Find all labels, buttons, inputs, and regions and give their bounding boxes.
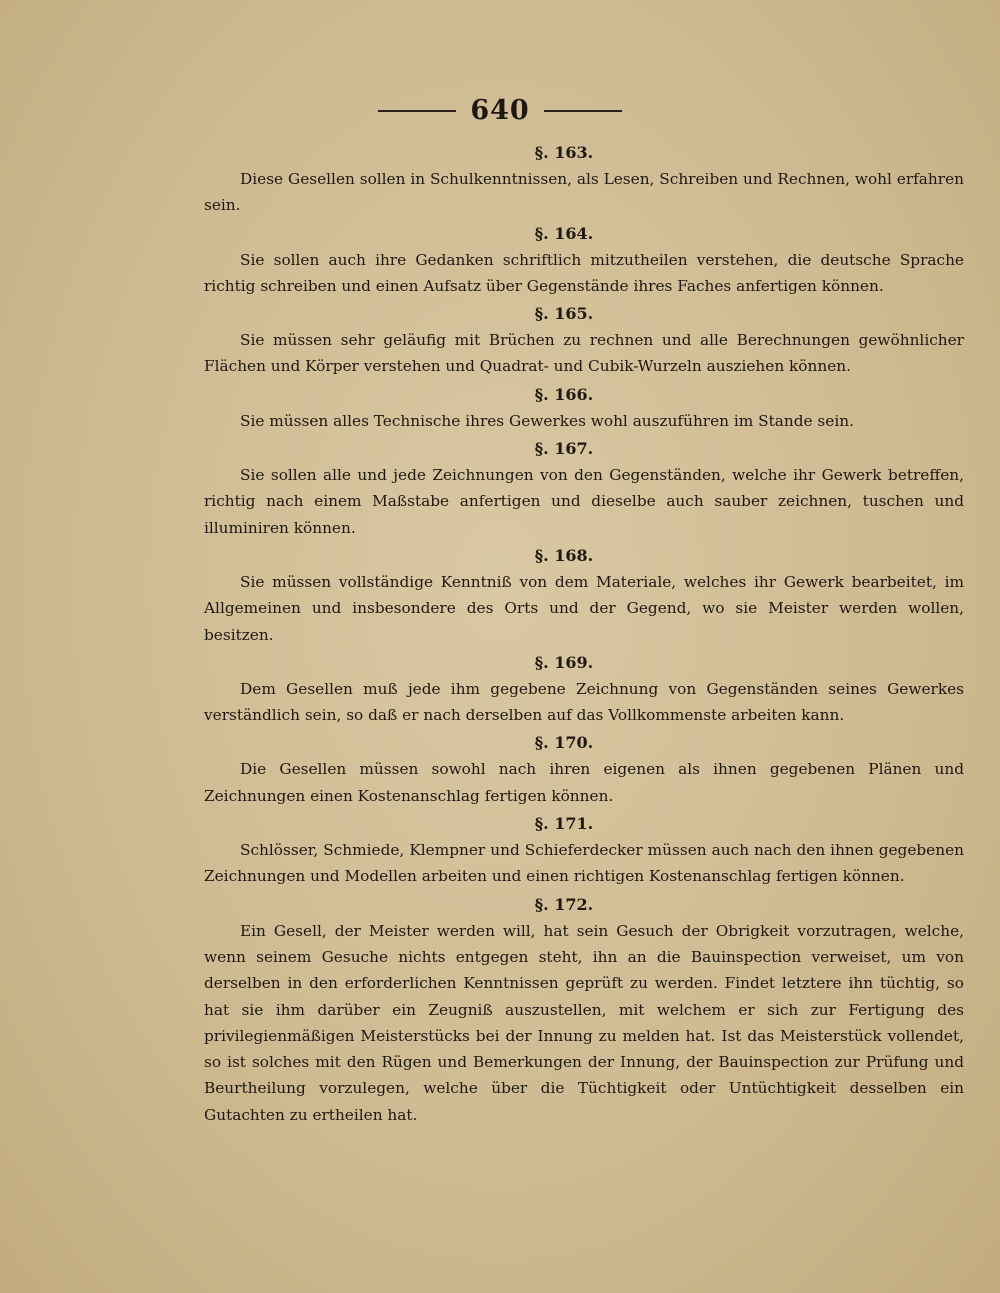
section-text: Dem Gesellen muß jede ihm gegebene Zeichnung von Gegenständen seines Gewerkes verständlich sein, so daß er nach derselben auf das Vollkommenste arbeiten kann.	[204, 679, 964, 725]
section-170	[204, 730, 964, 809]
section-heading: §. 164.	[534, 223, 594, 243]
section-text: Sie sollen auch ihre Gedanken schriftlich mitzutheilen verstehen, die deutsche Sprache richtig schreiben und einen Aufsatz über Gegenstände ihres Faches anfertigen können.	[204, 250, 964, 295]
section-168	[204, 543, 964, 648]
header-rule-left	[378, 110, 456, 112]
document-body	[204, 140, 964, 1130]
section-heading: §. 172.	[534, 894, 594, 914]
section-text: Sie sollen alle und jede Zeichnungen von den Gegenständen, welche ihr Gewerk betreffen, richtig nach einem Maßstabe anfertigen und dieselbe auch sauber zeichnen, tuschen und illuminiren können.	[204, 466, 964, 537]
section-heading: §. 166.	[534, 384, 594, 404]
section-heading: §. 167.	[534, 439, 594, 459]
page-number: 640	[470, 95, 530, 126]
section-text: Sie müssen sehr geläufig mit Brüchen zu rechnen und alle Berechnungen gewöhnlicher Flächen und Körper verstehen und Quadrat- und Cubik-Wurzeln ausziehen können.	[204, 331, 964, 376]
section-heading: §. 165.	[534, 304, 594, 324]
section-165	[204, 301, 964, 380]
section-text: Sie müssen vollständige Kenntniß von dem Materiale, welches ihr Gewerk bearbeitet, im Allgemeinen und insbesondere des Orts und der Gegend, wo sie Meister werden wollen, besitzen.	[204, 572, 964, 644]
section-167	[204, 436, 964, 541]
section-163	[204, 140, 964, 219]
section-text: Diese Gesellen sollen in Schulkenntnissen, als Lesen, Schreiben und Rechnen, wohl erfahren sein.	[204, 170, 964, 215]
section-text: Schlösser, Schmiede, Klempner und Schieferdecker müssen auch nach den ihnen gegebenen Zeichnungen und Modellen arbeiten und einen richtigen Kostenanschlag fertigen können.	[204, 841, 964, 886]
section-172	[204, 892, 964, 1128]
section-heading: §. 168.	[534, 545, 594, 565]
section-text: Sie müssen alles Technische ihres Gewerkes wohl auszuführen im Stande sein.	[240, 411, 854, 430]
section-169	[204, 650, 964, 729]
section-heading: §. 171.	[534, 814, 594, 834]
section-text: Ein Gesell, der Meister werden will, hat sein Gesuch der Obrigkeit vorzutragen, welche, wenn seinem Gesuche nichts entgegen steht, ihn an die Bauinspection verweiset, um von derselben in den erforderlichen Kenntnissen geprüft zu werden. Findet letztere ihn tüchtig, so hat sie ihm darüber ein Zeugniß auszustellen, mit welchem er sich zur Fertigung des privilegienmäßigen Meisterstücks bei der Innung zu melden hat. Ist das Meisterstück vollendet, so ist solches mit den Rügen und Bemerkungen der Innung, der Bauinspection zur Prüfung und Beurtheilung vorzulegen, welche über die Tüchtigkeit oder Untüchtigkeit desselben ein Gutachten zu ertheilen hat.	[204, 921, 964, 1124]
page-header	[0, 95, 1000, 126]
section-heading: §. 163.	[534, 143, 594, 162]
section-164	[204, 221, 964, 300]
section-171	[204, 811, 964, 890]
header-rule-right	[544, 110, 622, 112]
section-text: Die Gesellen müssen sowohl nach ihren eigenen als ihnen gegebenen Plänen und Zeichnungen einen Kostenanschlag fertigen können.	[204, 760, 964, 805]
section-heading: §. 170.	[534, 733, 594, 753]
section-heading: §. 169.	[534, 652, 594, 672]
section-166	[204, 382, 964, 434]
